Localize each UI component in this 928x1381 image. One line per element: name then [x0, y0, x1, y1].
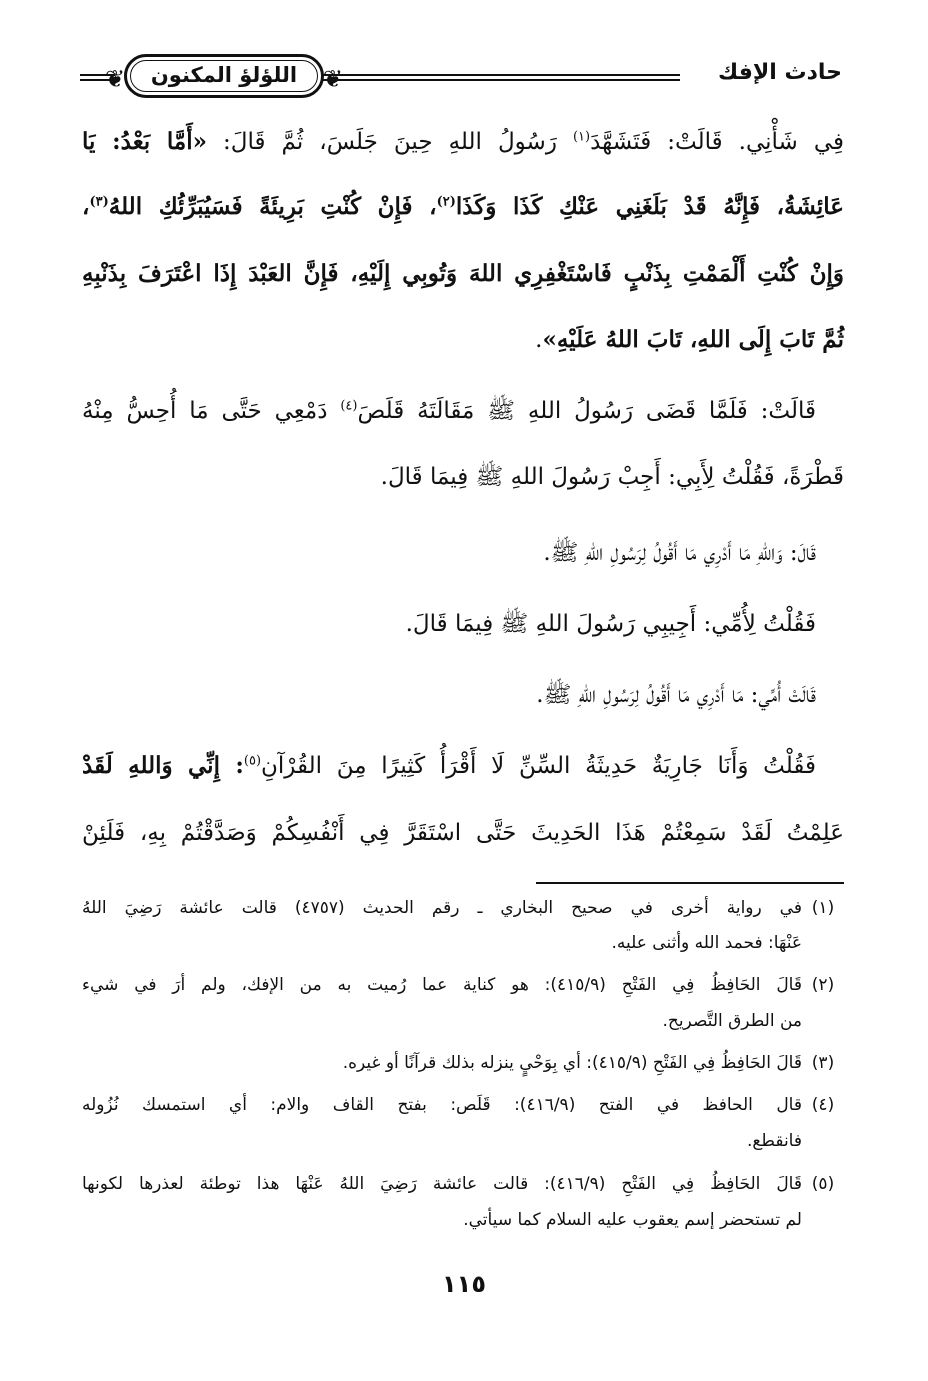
footnote-ref-5[interactable]: (٥): [243, 753, 262, 769]
footnote-1-cont: عَنْهَا: فحمد الله وأثنى عليه.: [611, 933, 802, 953]
ornament-right-icon: ❦: [322, 65, 343, 93]
page-number: ١١٥: [442, 1270, 486, 1298]
footnote-ref-3[interactable]: (٣): [89, 194, 109, 210]
book-title: اللؤلؤ المكنون: [150, 63, 298, 87]
text-line-9: قَالَتْ أُمِّي: مَا أَدْرِي مَا أَقُولُ لِرَسُولِ اللهِ ﷺ.: [536, 682, 816, 708]
text-line-3: وَإِنْ كُنْتِ أَلْمَمْتِ بِذَنْبٍ فَاسْتَغْفِرِي اللهَ وَتُوبِي إِلَيْهِ، فَإِنَّ العَبْدَ إِذَا اعْتَرَفَ بِذَنْبِهِ: [82, 260, 844, 287]
chapter-title: حادث الإفك: [718, 60, 842, 85]
footnote-ref-1[interactable]: (١): [572, 129, 591, 145]
footnote-ref-2[interactable]: (٢): [436, 194, 456, 210]
title-cartouche: [105, 54, 343, 98]
footnote-ref-4[interactable]: (٤): [340, 398, 358, 414]
text-line-4: ثُمَّ تَابَ إِلَى اللهِ، تَابَ اللهُ عَلَيْهِ».: [535, 326, 844, 353]
footnote-4-cont: فانقطع.: [746, 1131, 802, 1151]
text-line-5: قَالَتْ: فَلَمَّا قَضَى رَسُولُ اللهِ ﷺ مَقَالَتَهُ قَلَصَ$^{(٤)}$ دَمْعِي حَتَّى مَا أُحِسُّ مِنْهُ: [82, 398, 817, 424]
book-page: حادث الإفك ❦ اللؤلؤ المكنون ❦ فِي شَأْنِي. قَالَتْ: فَتَشَهَّدَ$^{(١)}$ رَسُولُ اللهِ حِينَ جَلَسَ، ثُمَّ قَالَ: «أَمَّا بَعْدُ: يَا عَائِشَةُ، فَإِنَّهُ قَدْ بَلَغَنِي عَنْكِ كَذَا وَكَذَا$^{(٢)}$، فَإِنْ كُنْتِ بَرِيئَةً فَسَيُبَرِّئُكِ اللهُ$^{(٣)}$، وَإِنْ كُنْتِ أَلْمَمْتِ بِذَنْبٍ فَاسْتَغْفِرِي اللهَ وَتُوبِي إِلَيْهِ، فَإِنَّ العَبْدَ إِذَا اعْتَرَفَ بِذَنْبِهِ ثُمَّ تَابَ إِلَى اللهِ، تَابَ اللهُ عَلَيْهِ». قَالَتْ: فَلَمَّا قَضَى رَسُولُ اللهِ ﷺ مَقَالَتَهُ قَلَصَ$^{(٤)}$ دَمْعِي حَتَّى مَا أُحِسُّ مِنْهُ قَطْرَةً، فَقُلْتُ لِأَبِي: أَجِبْ رَسُولَ اللهِ ﷺ فِيمَا قَالَ. قَالَ: وَاللهِ مَا أَدْرِي مَا أَقُولُ لِرَسُولِ اللهِ ﷺ. فَقُلْتُ لِأُمِّي: أَجِيبِي رَسُولَ اللهِ ﷺ فِيمَا قَالَ. قَالَتْ أُمِّي: مَا أَدْرِي مَا أَقُولُ لِرَسُولِ اللهِ ﷺ. فَقُلْتُ وَأَنَا جَارِيَةٌ حَدِيثَةُ السِّنِّ لَا أَقْرَأُ كَثِيرًا مِنَ القُرْآنِ$^{(٥)}$: إِنِّي وَاللهِ لَقَدْ عَلِمْتُ لَقَدْ سَمِعْتُمْ هَذَا الحَدِيثَ حَتَّى اسْتَقَرَّ فِي أَنْفُسِكُمْ وَصَدَّقْتُمْ بِهِ، فَلَئِنْ (١) في رواية أخرى في صحيح البخاري ـ رقم الحديث (٤٧٥٧) قالت عائشة رَضِيَ اللهُ عَنْهَا: فحمد الله وأثنى عليه. (٢) قَالَ الحَافِظُ فِي الفَتْحِ (٤١٥/٩): هو كناية عما رُميت به من الإفك، ولم أرَ في شيء من الطرق التَّصريح. (٣) قَالَ الحَافِظُ فِي الفَتْحِ (٤١٥/٩): أي بِوَحْيٍ ينزله بذلك قرآنًا أو غيره. (٤) قال الحافظ في الفتح (٤١٦/٩): قَلَص: بفتح القاف والام: أي استمسك نُزُوله فانقطع. (٥) قَالَ الحَافِظُ فِي الفَتْحِ (٤١٦/٩): قالت عائشة رَضِيَ اللهُ عَنْهَا هذا توطئة لعذرها لكونها لم تستحضر إسم يعقوب عليه السلام كما سيأتي. ١١٥: [0, 0, 928, 1381]
text-line-7: قَالَ: وَاللهِ مَا أَدْرِي مَا أَقُولُ لِرَسُولِ اللهِ ﷺ.: [543, 540, 816, 566]
text-line-8: فَقُلْتُ لِأُمِّي: أَجِيبِي رَسُولَ اللهِ ﷺ فِيمَا قَالَ.: [405, 611, 816, 637]
text-line-2: عَائِشَةُ، فَإِنَّهُ قَدْ بَلَغَنِي عَنْكِ كَذَا وَكَذَا$^{(٢)}$، فَإِنْ كُنْتِ بَرِيئَةً فَسَيُبَرِّئُكِ اللهُ$^{(٣)}$،: [82, 193, 844, 220]
text-line-6: قَطْرَةً، فَقُلْتُ لِأَبِي: أَجِبْ رَسُولَ اللهِ ﷺ فِيمَا قَالَ.: [380, 464, 844, 490]
text-line-11: عَلِمْتُ لَقَدْ سَمِعْتُمْ هَذَا الحَدِيثَ حَتَّى اسْتَقَرَّ فِي أَنْفُسِكُمْ وَصَدَّقْتُمْ بِهِ، فَلَئِنْ: [82, 820, 844, 846]
footnote-separator: [536, 882, 844, 884]
footnote-5-cont: لم تستحضر إسم يعقوب عليه السلام كما سيأتي.: [463, 1210, 802, 1230]
text-line-10: فَقُلْتُ وَأَنَا جَارِيَةٌ حَدِيثَةُ السِّنِّ لَا أَقْرَأُ كَثِيرًا مِنَ القُرْآنِ$^{(٥)}$: إِنِّي وَاللهِ لَقَدْ: [82, 752, 817, 779]
ornament-left-icon: ❦: [105, 65, 126, 93]
footnote-2-cont: من الطرق التَّصريح.: [662, 1011, 802, 1031]
text-line-1: فِي شَأْنِي. قَالَتْ: فَتَشَهَّدَ$^{(١)}$ رَسُولُ اللهِ حِينَ جَلَسَ، ثُمَّ قَالَ: «أَمَّا بَعْدُ: يَا: [82, 128, 844, 155]
running-header: [80, 50, 842, 104]
